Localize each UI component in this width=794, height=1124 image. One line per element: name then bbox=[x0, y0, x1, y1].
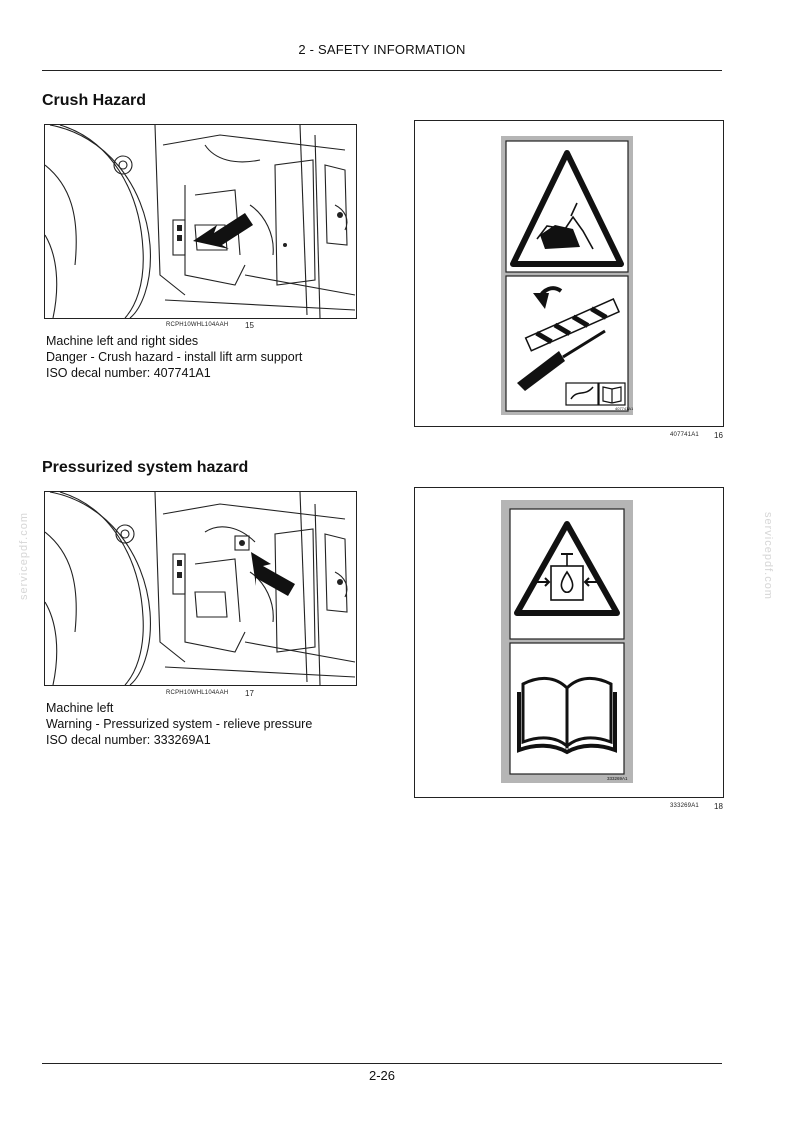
decal-crush-hazard bbox=[414, 120, 724, 427]
decal-code-18: 333269A1 bbox=[670, 803, 699, 809]
crush-decal-graphic bbox=[415, 121, 723, 426]
description-line: Machine left and right sides bbox=[46, 334, 199, 348]
watermark-right: servicepdf.com bbox=[762, 512, 774, 600]
photo-crush-hazard bbox=[44, 124, 357, 319]
decal-inner-code: 407741A1 bbox=[615, 406, 634, 411]
figure-number-15: 15 bbox=[245, 321, 254, 330]
decal-inner-code: 333269A1 bbox=[607, 776, 628, 781]
photo-code-17: RCPH10WHL104AAH bbox=[166, 690, 229, 696]
machine-illustration bbox=[45, 492, 356, 685]
figure-number-17: 17 bbox=[245, 689, 254, 698]
machine-illustration bbox=[45, 125, 356, 318]
header-rule bbox=[42, 70, 722, 71]
section-heading-crush-hazard: Crush Hazard bbox=[42, 92, 147, 109]
description-line: ISO decal number: 333269A1 bbox=[46, 733, 211, 747]
section-heading-pressurized-system: Pressurized system hazard bbox=[42, 459, 249, 476]
figure-number-16: 16 bbox=[714, 431, 723, 440]
description-line: Danger - Crush hazard - install lift arm support bbox=[46, 350, 303, 364]
description-line: Machine left bbox=[46, 701, 114, 715]
description-line: ISO decal number: 407741A1 bbox=[46, 366, 211, 380]
decal-pressurized-system bbox=[414, 487, 724, 798]
service-manual-icon bbox=[566, 383, 598, 405]
description-line: Warning - Pressurized system - relieve pressure bbox=[46, 717, 313, 731]
page-number: 2-26 bbox=[368, 1068, 396, 1083]
photo-pressurized-system bbox=[44, 491, 357, 686]
watermark-left: servicepdf.com bbox=[18, 512, 30, 600]
photo-code-15: RCPH10WHL104AAH bbox=[166, 322, 229, 328]
page-header: 2 - SAFETY INFORMATION bbox=[298, 42, 466, 57]
figure-number-18: 18 bbox=[714, 802, 723, 811]
footer-rule bbox=[42, 1063, 722, 1064]
decal-code-16: 407741A1 bbox=[670, 432, 699, 438]
description-crush-hazard bbox=[46, 333, 302, 381]
description-pressurized-system bbox=[46, 700, 312, 748]
pressure-decal-graphic bbox=[415, 488, 723, 797]
